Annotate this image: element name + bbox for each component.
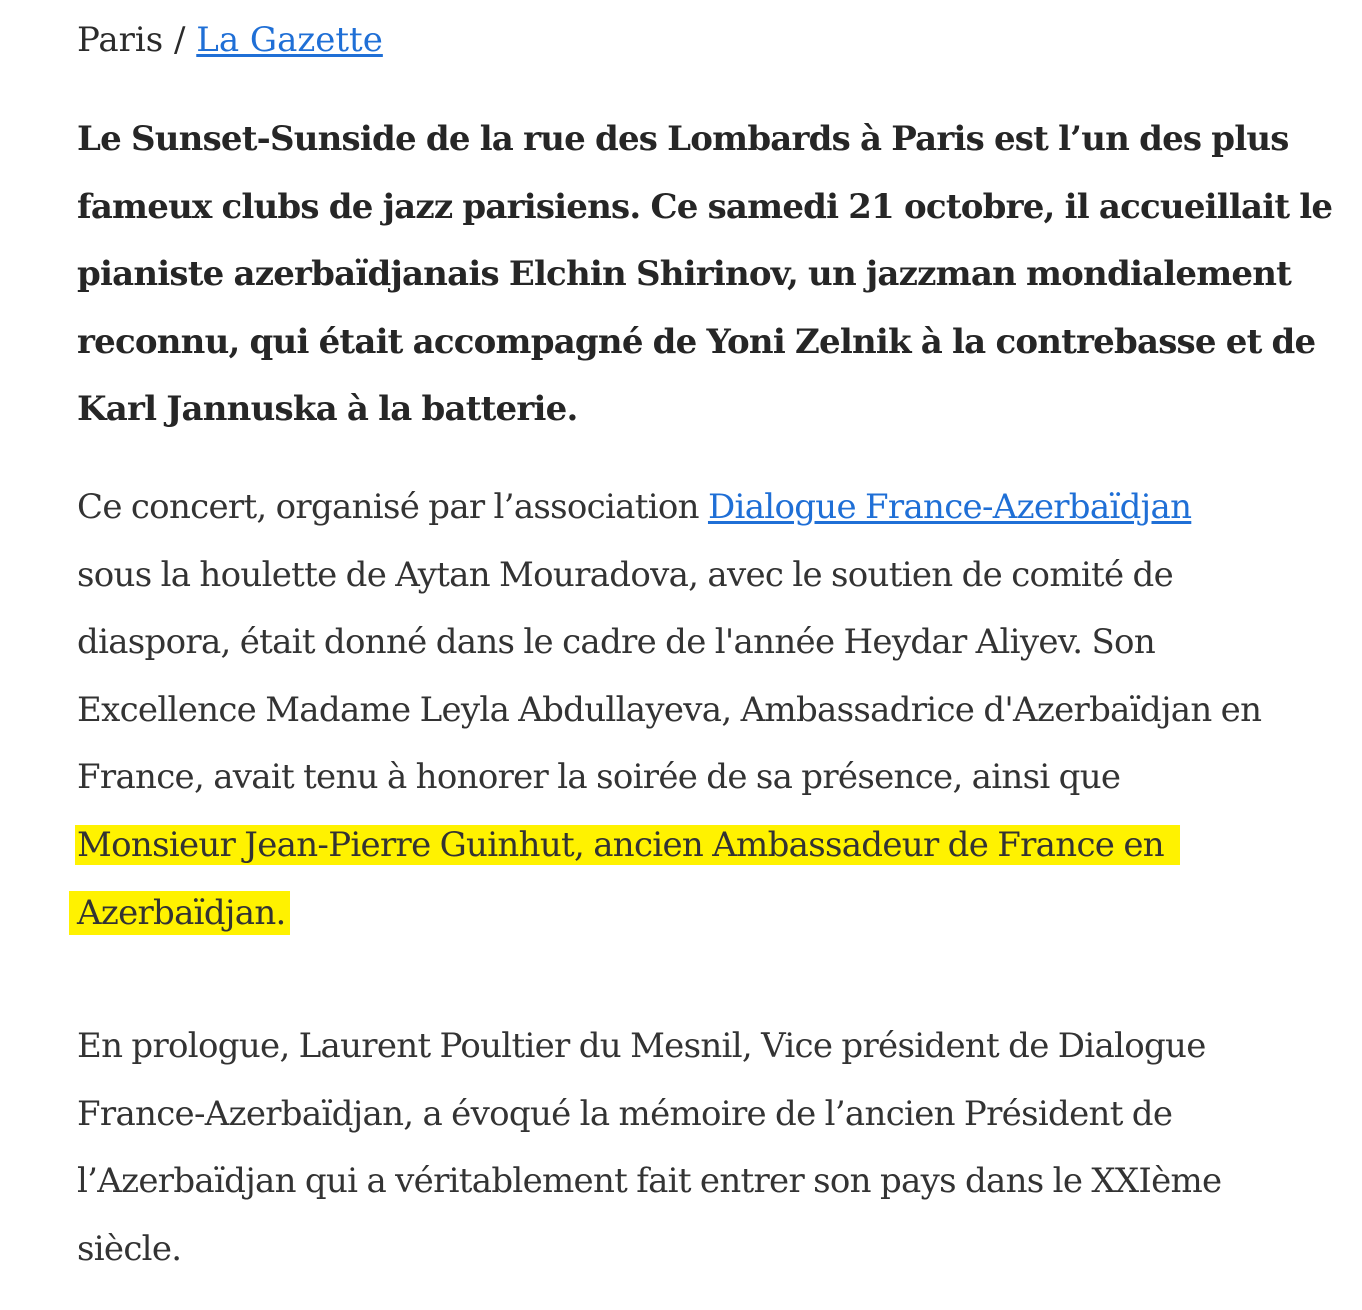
source-link[interactable]: La Gazette (196, 20, 383, 60)
paragraph-line: En prologue, Laurent Poultier du Mesnil, Vice président de Dialogue (77, 1026, 1206, 1066)
highlighted-line (77, 812, 1297, 880)
body-paragraph-2 (77, 1013, 1297, 1283)
paragraph-line: France-Azerbaïdjan, a évoqué la mémoire de l’ancien Président de (77, 1093, 1173, 1134)
body-paragraph-1 (77, 474, 1297, 948)
lead-line: Karl Jannuska à la batterie. (77, 389, 578, 429)
paragraph-line (77, 474, 1297, 542)
byline (77, 18, 383, 62)
association-link[interactable]: Dialogue France-Azerbaïdjan (707, 487, 1192, 527)
highlighted-text: Monsieur Jean-Pierre Guinhut, ancien Ambassadeur de France en (75, 825, 1180, 865)
lead-line: reconnu, qui était accompagné de Yoni Zelnik à la contrebasse et de (77, 321, 1316, 362)
paragraph-line: Excellence Madame Leyla Abdullayeva, Ambassadrice d'Azerbaïdjan en (77, 689, 1262, 730)
paragraph-line: siècle. (77, 1228, 182, 1269)
paragraph-line: diaspora, était donné dans le cadre de l'année Heydar Aliyev. Son (77, 622, 1156, 662)
byline-city: Paris / (77, 20, 197, 60)
highlighted-text: Azerbaïdjan. (69, 891, 290, 935)
paragraph-line: sous la houlette de Aytan Mouradova, avec le soutien de comité de (77, 554, 1174, 595)
paragraph-line: France, avait tenu à honorer la soirée de sa présence, ainsi que (77, 757, 1121, 797)
lead-line: fameux clubs de jazz parisiens. Ce samedi 21 octobre, il accueillait le (77, 186, 1333, 227)
lead-line: pianiste azerbaïdjanais Elchin Shirinov, un jazzman mondialement (77, 254, 1292, 294)
lead-line: Le Sunset-Sunside de la rue des Lombards à Paris est l’un des plus (77, 119, 1289, 159)
lead-paragraph (77, 106, 1333, 444)
highlighted-line (77, 879, 1297, 948)
paragraph-line: l’Azerbaïdjan qui a véritablement fait entrer son pays dans le XXIème (77, 1161, 1222, 1201)
paragraph-text: Ce concert, organisé par l’association (77, 487, 708, 527)
